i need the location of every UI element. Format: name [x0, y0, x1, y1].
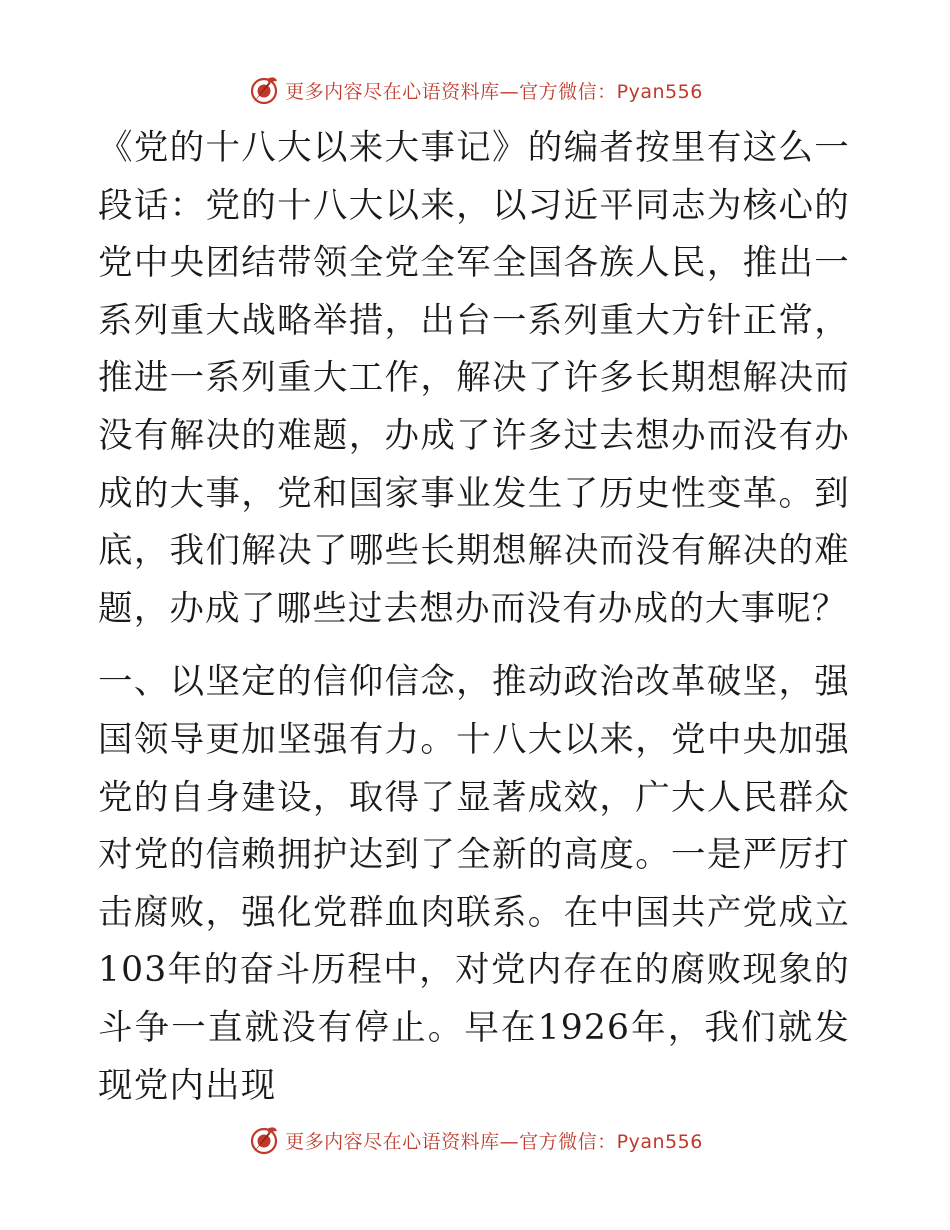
logo-icon [247, 73, 281, 107]
header-banner [0, 70, 950, 110]
footer-banner-text: 更多内容尽在心语资料库—官方微信：Pyan556 [285, 1130, 703, 1153]
logo-icon [247, 1123, 281, 1157]
footer-banner [0, 1120, 950, 1160]
document-body [98, 120, 850, 1115]
header-banner-text: 更多内容尽在心语资料库—官方微信：Pyan556 [285, 80, 703, 103]
paragraph-intro: 《党的十八大以来大事记》的编者按里有这么一段话：党的十八大以来，以习近平同志为核心的党中央团结带领全党全军全国各族人民，推出一系列重大战略举措，出台一系列重大方针正常，推进一系列重大工作，解决了许多长期想解决而没有解决的难题，办成了许多过去想办而没有办成的大事，党和国家事业发生了历史性变革。到底，我们解决了哪些长期想解决而没有解决的难题，办成了哪些过去想办而没有办成的大事呢？ [98, 128, 850, 629]
paragraph-section-1: 一、以坚定的信仰信念，推动政治改革破坚，强国领导更加坚强有力。十八大以来，党中央加强党的自身建设，取得了显著成效，广大人民群众对党的信赖拥护达到了全新的高度。一是严厉打击腐败，强化党群血肉联系。在中国共产党成立103年的奋斗历程中，对党内存在的腐败现象的斗争一直就没有停止。早在1926年，我们就发现党内出现 [98, 662, 850, 1106]
